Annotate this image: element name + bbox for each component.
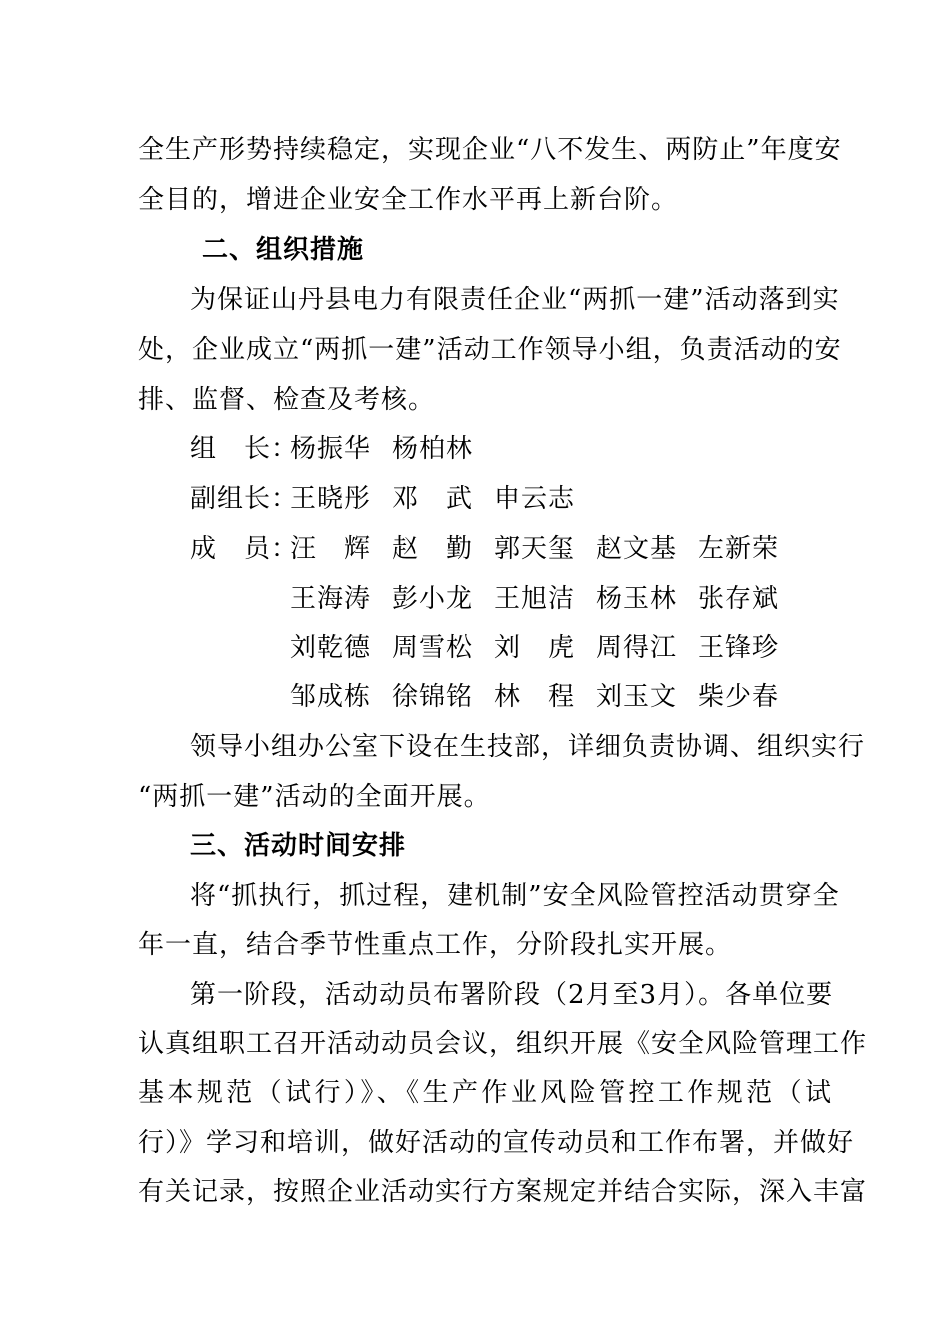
member-name: 左新荣 (698, 534, 780, 564)
member-name: 郭天玺 (494, 534, 576, 564)
member-name: 彭小龙 (392, 584, 474, 614)
member-name: 赵文基 (596, 534, 678, 564)
paragraph-line: 排、监督、检查及考核。 (138, 385, 436, 415)
section-heading: 三、活动时间安排 (190, 831, 407, 861)
deputy-name: 王晓彤 (290, 484, 372, 514)
leader-name: 杨柏林 (392, 434, 474, 464)
paragraph-line: 第一阶段，活动动员布署阶段（2月至3月）。各单位要 (190, 980, 834, 1010)
member-name: 柴少春 (698, 682, 780, 712)
member-name: 王锋珍 (698, 633, 780, 663)
deputy-name: 申云志 (494, 484, 576, 514)
deputy-label: 副组长： (190, 484, 299, 514)
member-name: 周得江 (596, 633, 678, 663)
member-name: 刘乾德 (290, 633, 372, 663)
paragraph-line: 处，企业成立“两抓一建”活动工作领导小组，负责活动的安 (138, 335, 842, 365)
paragraph-line: 行）》学习和培训，做好活动的宣传动员和工作布署，并做好 (138, 1128, 855, 1158)
member-name: 周雪松 (392, 633, 474, 663)
member-name: 徐锦铭 (392, 682, 474, 712)
member-name: 汪 辉 (290, 534, 372, 564)
section-heading: 二、组织措施 (202, 235, 365, 265)
deputy-name: 邓 武 (392, 484, 474, 514)
leader-label: 组 长： (190, 434, 299, 464)
member-name: 王旭洁 (494, 584, 576, 614)
member-name: 张存斌 (698, 584, 780, 614)
paragraph-line: 年一直，结合季节性重点工作，分阶段扎实开展。 (138, 930, 733, 960)
member-name: 赵 勤 (392, 534, 474, 564)
paragraph-line: 将“抓执行，抓过程，建机制”安全风险管控活动贯穿全 (190, 881, 840, 911)
paragraph-line: 全目的，增进企业安全工作水平再上新台阶。 (138, 185, 679, 215)
paragraph-line: 有关记录，按照企业活动实行方案规定并结合实际，深入丰富 (138, 1177, 868, 1207)
leader-name: 杨振华 (290, 434, 372, 464)
member-name: 刘玉文 (596, 682, 678, 712)
paragraph-line: 基本规范（试行）》、《生产作业风险管控工作规范（试 (138, 1078, 832, 1108)
member-name: 刘 虎 (494, 633, 576, 663)
paragraph-line: “两抓一建”活动的全面开展。 (138, 782, 491, 812)
member-name: 邹成栋 (290, 682, 372, 712)
paragraph-line: 领导小组办公室下设在生技部，详细负责协调、组织实行 (190, 732, 866, 762)
paragraph-line: 为保证山丹县电力有限责任企业“两抓一建”活动落到实 (190, 285, 840, 315)
member-name: 林 程 (494, 682, 576, 712)
paragraph-line: 全生产形势持续稳定，实现企业“八不发生、两防止”年度安 (138, 135, 842, 165)
member-name: 王海涛 (290, 584, 372, 614)
members-label: 成 员： (190, 534, 299, 564)
member-name: 杨玉林 (596, 584, 678, 614)
paragraph-line: 认真组职工召开活动动员会议，组织开展《安全风险管理工作 (138, 1029, 868, 1059)
